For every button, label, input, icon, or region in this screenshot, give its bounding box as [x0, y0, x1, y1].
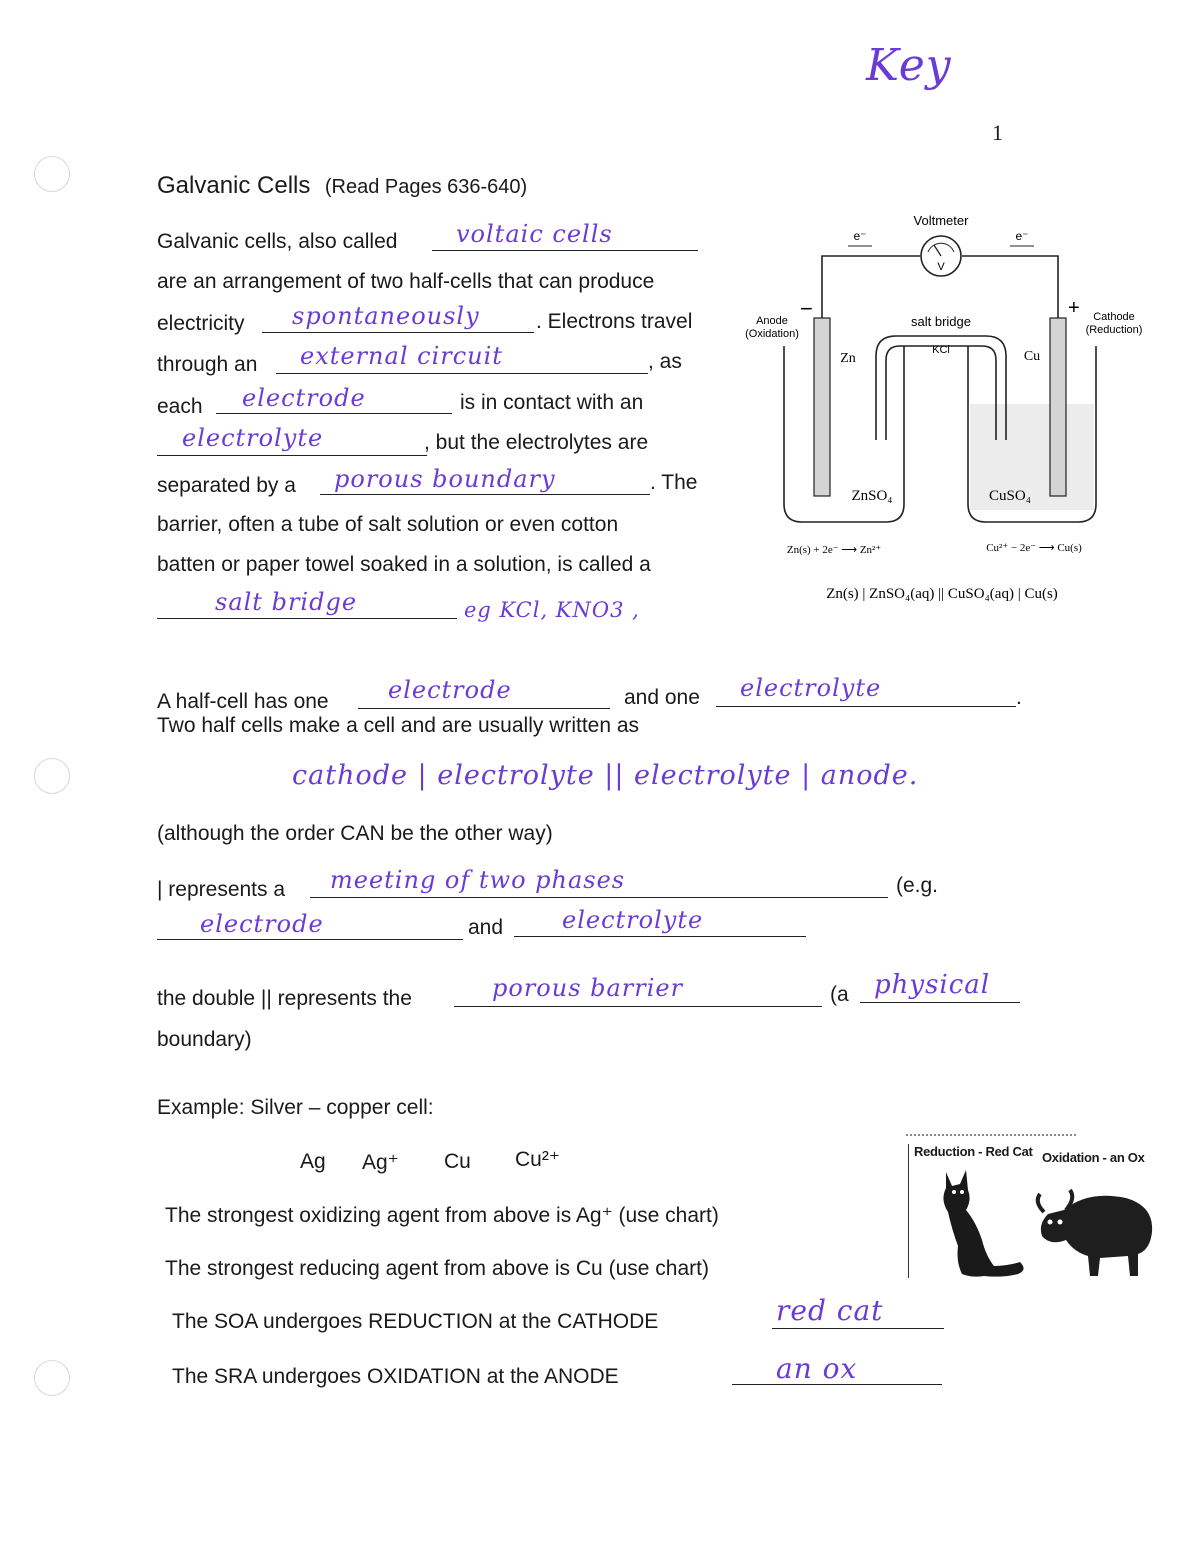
cuso4-label: CuSO₄ [989, 488, 1031, 504]
double-line2: boundary) [157, 1028, 252, 1051]
electron-left-label: e⁻ [853, 229, 867, 243]
double-pre: the double || represents the [157, 987, 412, 1010]
anode-sublabel: (Oxidation) [745, 328, 799, 340]
answer-electrolyte: electrolyte [182, 424, 324, 452]
sra-oxidation-sentence: The SRA undergoes OXIDATION at the ANODE [172, 1365, 619, 1388]
title-main: Galvanic Cells [157, 172, 311, 199]
p1-line4-post: , as [648, 350, 682, 373]
represents-and: and [468, 916, 504, 939]
an-ox-label: Oxidation - an Ox [1042, 1150, 1145, 1165]
salt-bridge-label: salt bridge [911, 314, 971, 329]
blank-5 [157, 455, 427, 456]
halfcell-pre: A half-cell has one [157, 690, 329, 713]
soa-sentence: The strongest oxidizing agent from above is Ag⁺ (use chart) [165, 1204, 719, 1227]
voltmeter-v-label: V [937, 261, 945, 273]
answer-physical: physical [874, 970, 991, 1000]
wire-right [962, 256, 1058, 318]
zn-label: Zn [840, 351, 856, 366]
double-paren: (a [830, 983, 849, 1006]
answer-porous-barrier: porous barrier [492, 974, 684, 1002]
blank-11 [157, 939, 463, 940]
galvanic-cell-diagram [736, 208, 1160, 620]
species-cu: Cu [444, 1150, 471, 1173]
p1-line3-pre: electricity [157, 312, 245, 335]
halfcell-order-note: (although the order CAN be the other way) [157, 822, 553, 845]
cu-label: Cu [1023, 349, 1041, 364]
page-number: 1 [992, 120, 1003, 145]
species-ag: Ag [300, 1150, 326, 1173]
answer-represents-electrode: electrode [200, 910, 324, 938]
blank-10 [310, 897, 888, 898]
answer-voltaic-cells: voltaic cells [456, 220, 613, 248]
answer-red-cat: red cat [776, 1294, 884, 1327]
anode-label: Anode [756, 315, 788, 327]
p1-line1-pre: Galvanic cells, also called [157, 230, 398, 253]
example-label: Example: Silver – copper cell: [157, 1096, 434, 1119]
blank-8 [358, 708, 610, 709]
cathode-sublabel: (Reduction) [1085, 324, 1143, 336]
cathode-label: Cathode [1093, 311, 1135, 323]
species-cu-ion: Cu²⁺ [515, 1148, 560, 1171]
blank-13 [454, 1006, 822, 1007]
answer-halfcell-electrolyte: electrolyte [740, 674, 882, 702]
answer-spontaneously: spontaneously [292, 302, 480, 330]
soa-reduction-sentence: The SOA undergoes REDUCTION at the CATHODE [172, 1310, 659, 1333]
zinc-electrode [814, 318, 830, 496]
p1-line5-pre: each [157, 395, 203, 418]
mnemonic-left-rule [908, 1144, 909, 1278]
cat-icon [932, 1166, 1032, 1282]
red-cat-label: Reduction - Red Cat [914, 1144, 1033, 1159]
blank-12 [514, 936, 806, 937]
blank-2 [262, 332, 534, 333]
blank-14 [860, 1002, 1020, 1003]
answer-salt-bridge-example: eg KCl, KNO3 , [464, 598, 640, 622]
p1-line2: are an arrangement of two half-cells that can produce [157, 270, 655, 293]
anode-half-reaction: Zn(s) + 2e⁻ ⟶ Zn²⁺ [786, 544, 882, 556]
page-title [157, 172, 527, 200]
key-annotation: Key [866, 40, 952, 91]
p1-line4-pre: through an [157, 353, 258, 376]
p1-line7-post: . The [650, 471, 698, 494]
binder-hole-bottom [34, 1360, 70, 1396]
blank-9 [716, 706, 1016, 707]
mnemonic-top-rule [906, 1134, 1076, 1136]
answer-meeting-two-phases: meeting of two phases [330, 866, 626, 894]
znso4-label: ZnSO₄ [851, 488, 893, 504]
halfcell-end: . [1016, 686, 1022, 709]
answer-represents-electrolyte: electrolyte [562, 906, 704, 934]
copper-electrode [1050, 318, 1066, 496]
title-sub: (Read Pages 636-640) [324, 176, 528, 198]
p1-line7-pre: separated by a [157, 474, 296, 497]
p1-line9: batten or paper towel soaked in a solution, is called a [157, 553, 651, 576]
ox-icon [1030, 1180, 1162, 1280]
represents-eg: (e.g. [896, 874, 939, 897]
cathode-plus-sign: + [1068, 297, 1080, 319]
halfcell-line2: Two half cells make a cell and are usually written as [157, 714, 640, 737]
p1-line8: barrier, often a tube of salt solution or even cotton [157, 513, 619, 536]
answer-an-ox: an ox [776, 1352, 858, 1385]
blank-3 [276, 373, 648, 374]
electron-right-label: e⁻ [1015, 229, 1029, 243]
salt-bridge-kcl-label: KCl [932, 344, 950, 356]
answer-cell-notation: cathode | electrolyte || electrolyte | anode. [292, 760, 919, 791]
blank-1 [432, 250, 698, 251]
cell-notation: Zn(s) | ZnSO₄(aq) || CuSO₄(aq) | Cu(s) [826, 586, 1058, 602]
blank-4 [216, 413, 452, 414]
blank-15 [772, 1328, 944, 1329]
answer-electrode: electrode [242, 384, 366, 412]
sra-sentence: The strongest reducing agent from above is Cu (use chart) [165, 1257, 709, 1280]
p1-line5-post: is in contact with an [460, 391, 644, 414]
p1-line3-post: . Electrons travel [536, 310, 693, 333]
binder-hole-middle [34, 758, 70, 794]
halfcell-mid: and one [624, 686, 700, 709]
binder-hole-top [34, 156, 70, 192]
answer-halfcell-electrode: electrode [388, 676, 512, 704]
answer-external-circuit: external circuit [300, 342, 503, 370]
anode-minus-sign: − [800, 296, 813, 321]
represents-pre: | represents a [157, 878, 286, 901]
cathode-half-reaction: Cu²⁺ − 2e⁻ ⟶ Cu(s) [986, 542, 1082, 554]
blank-6 [320, 494, 650, 495]
mnemonic-image [906, 1134, 1166, 1284]
answer-porous-boundary: porous boundary [334, 465, 556, 493]
voltmeter-label: Voltmeter [913, 213, 969, 228]
answer-salt-bridge: salt bridge [215, 588, 358, 616]
species-ag-ion: Ag⁺ [362, 1151, 399, 1174]
blank-7 [157, 618, 457, 619]
wire-left [822, 256, 920, 318]
p1-line6-post: , but the electrolytes are [424, 431, 649, 454]
